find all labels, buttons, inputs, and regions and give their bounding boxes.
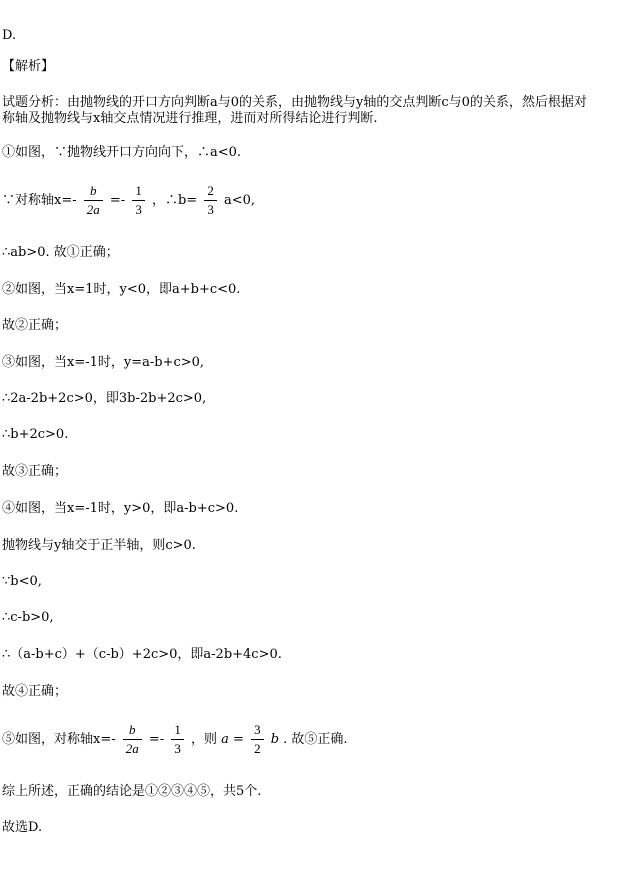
step1-line-3: ∴ab>0. 故①正确； — [2, 245, 119, 260]
a-equals: a = — [221, 731, 244, 747]
step4-line-1: ④如图，当x=-1时，y>0，即a-b+c>0. — [2, 501, 239, 516]
step4-line-5: ∴（a-b+c）+（c-b）+2c>0，即a-2b+4c>0. — [2, 647, 282, 662]
fraction-two-thirds — [204, 182, 217, 219]
step5-prefix: ⑤如图，对称轴x=- — [2, 731, 116, 747]
fraction-numerator: 1 — [132, 182, 145, 201]
fraction-numerator: b — [123, 721, 142, 740]
conclusion-line-2: 故选D. — [2, 820, 43, 835]
step2-line-2: 故②正确； — [2, 318, 68, 333]
b-prefix: ，∴b= — [151, 192, 198, 208]
section-title: 【解析】 — [2, 59, 55, 74]
fraction-numerator: 3 — [251, 721, 264, 740]
analysis-line-2: 称轴及抛物线与x轴交点情况进行推理，进而对所得结论进行判断. — [2, 111, 378, 126]
fraction-denominator: 2a — [86, 202, 100, 217]
step5-mid: ，则 — [190, 731, 217, 747]
equals-negative: =- — [148, 731, 165, 747]
step1-axis-line — [2, 182, 255, 219]
fraction-numerator: 2 — [204, 182, 217, 201]
conclusion-line-1: 综上所述，正确的结论是①②③④⑤，共5个. — [2, 784, 262, 799]
fraction-denominator: 2a — [125, 741, 139, 756]
step4-line-2: 抛物线与y轴交于正半轴，则c>0. — [2, 538, 196, 553]
step5-line — [2, 721, 348, 758]
step5-suffix: . 故⑤正确. — [283, 731, 348, 747]
step3-line-3: ∴b+2c>0. — [2, 427, 69, 442]
fraction-numerator: b — [84, 182, 103, 201]
axis-prefix: ∵对称轴x=- — [2, 192, 77, 208]
fraction-denominator: 3 — [174, 741, 181, 756]
fraction-b-over-2a — [84, 182, 103, 219]
analysis-line-1: 试题分析：由抛物线的开口方向判断a与0的关系，由抛物线与y轴的交点判断c与0的关系，然后根据对 — [2, 95, 587, 110]
fraction-b-over-2a — [123, 721, 142, 758]
step3-line-1: ③如图，当x=-1时，y=a-b+c>0, — [2, 355, 205, 370]
step4-line-3: ∵b<0, — [2, 574, 42, 589]
fraction-one-third — [132, 182, 145, 219]
equals-negative: =- — [109, 192, 126, 208]
fraction-numerator: 1 — [171, 721, 184, 740]
fraction-denominator: 3 — [135, 202, 142, 217]
step4-line-4: ∴c-b>0, — [2, 610, 54, 625]
step3-line-4: 故③正确； — [2, 464, 68, 479]
step3-line-2: ∴2a-2b+2c>0，即3b-2b+2c>0, — [2, 391, 207, 406]
fraction-one-third — [171, 721, 184, 758]
step2-line-1: ②如图，当x=1时，y<0，即a+b+c<0. — [2, 282, 241, 297]
step1-line-1: ①如图，∵抛物线开口方向向下，∴a<0. — [2, 145, 242, 160]
fraction-three-halves — [251, 721, 264, 758]
b-suffix: a<0, — [223, 192, 256, 208]
fraction-denominator: 2 — [254, 741, 261, 756]
answer-line: D. — [2, 28, 17, 43]
step4-line-6: 故④正确； — [2, 684, 68, 699]
fraction-denominator: 3 — [207, 202, 214, 217]
b-variable: b — [270, 731, 280, 747]
